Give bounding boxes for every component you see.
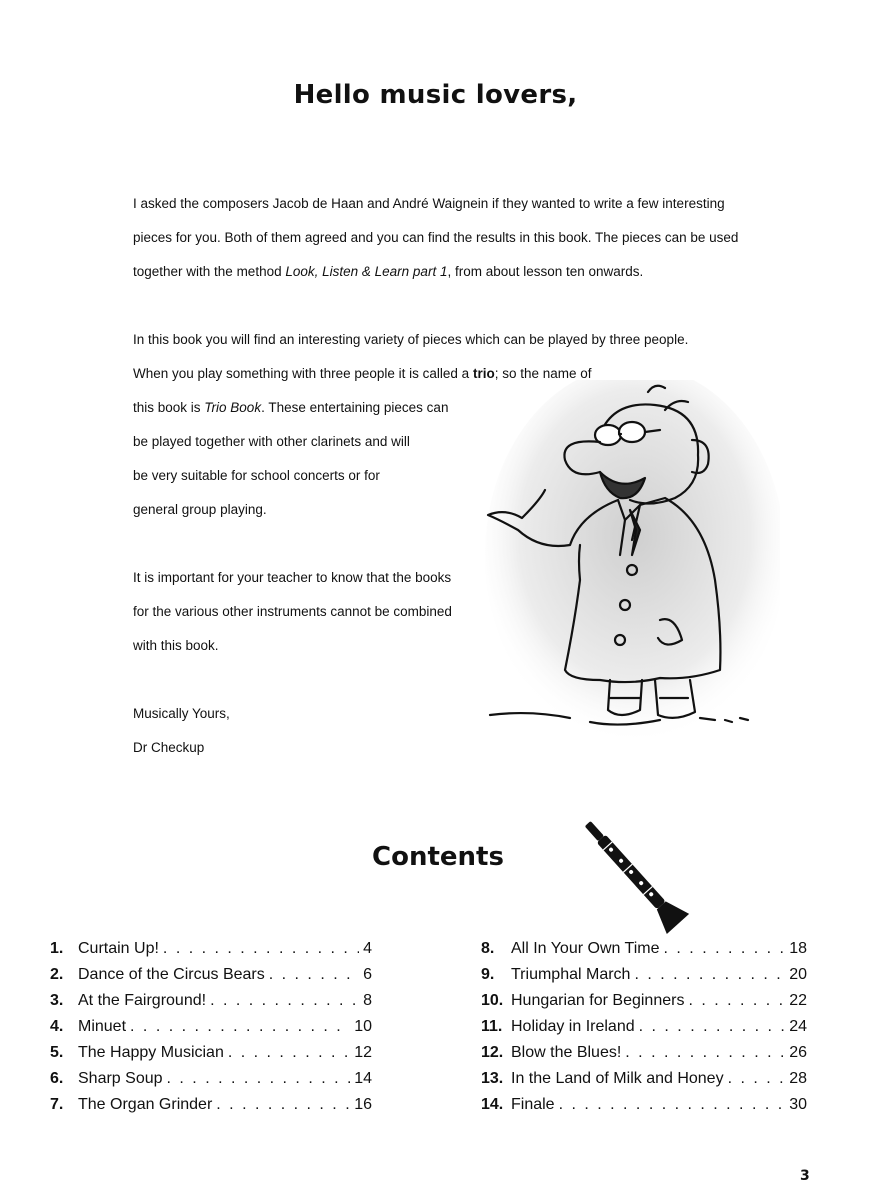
toc-leader-dots <box>634 966 785 984</box>
toc-number: 12. <box>481 1044 504 1061</box>
dr-checkup-cartoon-icon <box>460 380 780 770</box>
toc-page-number: 24 <box>789 1018 807 1035</box>
toc-leader-dots <box>228 1044 350 1062</box>
toc-leader-dots <box>167 1070 351 1088</box>
toc-title: Finale <box>511 1096 555 1113</box>
toc-leader-dots <box>625 1044 785 1062</box>
toc-title: All In Your Own Time <box>511 940 660 957</box>
toc-title: In the Land of Milk and Honey <box>511 1070 724 1087</box>
intro-p2-line-3: this book is Trio Book. These entertaining pieces can <box>133 400 449 415</box>
toc-title: Blow the Blues! <box>511 1044 622 1061</box>
intro-p2-line-1: In this book you will find an interesting variety of pieces which can be played by three people. <box>133 332 689 347</box>
toc-entry[interactable] <box>481 992 807 1014</box>
toc-entry[interactable] <box>50 940 372 962</box>
toc-number: 3. <box>50 992 64 1009</box>
toc-number: 6. <box>50 1070 64 1087</box>
toc-page-number: 22 <box>789 992 807 1009</box>
intro-p2-line-5: be very suitable for school concerts or for <box>133 468 380 483</box>
toc-number: 7. <box>50 1096 64 1113</box>
intro-p2-line-6: general group playing. <box>133 502 267 517</box>
toc-number: 8. <box>481 940 495 957</box>
toc-number: 11. <box>481 1018 503 1035</box>
toc-page-number: 14 <box>354 1070 372 1087</box>
toc-number: 5. <box>50 1044 64 1061</box>
toc-title: Minuet <box>78 1018 127 1035</box>
toc-page-number: 20 <box>789 966 807 983</box>
toc-leader-dots <box>269 966 359 984</box>
toc-page-number: 18 <box>789 940 807 957</box>
intro-p1-line-1: I asked the composers Jacob de Haan and André Waignein if they wanted to write a few interesting <box>133 196 725 211</box>
toc-number: 13. <box>481 1070 504 1087</box>
toc-title: The Organ Grinder <box>78 1096 213 1113</box>
toc-title: Sharp Soup <box>78 1070 163 1087</box>
toc-leader-dots <box>728 1070 786 1088</box>
toc-leader-dots <box>664 940 786 958</box>
intro-p3-line-1: It is important for your teacher to know that the books <box>133 570 452 585</box>
page-title: Hello music lovers, <box>293 80 578 110</box>
toc-page-number: 6 <box>363 966 372 983</box>
toc-entry[interactable] <box>481 1044 807 1066</box>
toc-entry[interactable] <box>50 1018 372 1040</box>
toc-page-number: 16 <box>354 1096 372 1113</box>
clarinet-icon <box>568 818 698 936</box>
toc-entry[interactable] <box>481 1018 807 1040</box>
toc-right-column <box>481 940 807 1120</box>
toc-title: The Happy Musician <box>78 1044 224 1061</box>
toc-entry[interactable] <box>50 1044 372 1066</box>
toc-leader-dots <box>639 1018 786 1036</box>
toc-entry[interactable] <box>50 1070 372 1092</box>
intro-p3-line-3: with this book. <box>133 638 219 653</box>
toc-title: Hungarian for Beginners <box>511 992 685 1009</box>
toc-page-number: 8 <box>363 992 372 1009</box>
toc-leader-dots <box>216 1096 350 1114</box>
intro-p1-line-3: together with the method Look, Listen & Learn part 1, from about lesson ten onwards. <box>133 264 644 279</box>
toc-title: Curtain Up! <box>78 940 159 957</box>
toc-leader-dots <box>210 992 359 1010</box>
toc-page-number: 10 <box>354 1018 372 1035</box>
signoff-name: Dr Checkup <box>133 740 205 755</box>
toc-number: 10. <box>481 992 504 1009</box>
toc-entry[interactable] <box>481 940 807 962</box>
toc-page-number: 30 <box>789 1096 807 1113</box>
toc-entry[interactable] <box>481 1096 807 1118</box>
intro-p2-line-2: When you play something with three people it is called a trio; so the name of <box>133 366 592 381</box>
toc-leader-dots <box>559 1096 786 1114</box>
toc-title: Triumphal March <box>511 966 631 983</box>
toc-leader-dots <box>130 1018 350 1036</box>
intro-p3-line-2: for the various other instruments cannot be combined <box>133 604 452 619</box>
toc-entry[interactable] <box>481 1070 807 1092</box>
signoff-line-1: Musically Yours, <box>133 706 230 721</box>
toc-page-number: 28 <box>789 1070 807 1087</box>
toc-page-number: 4 <box>363 940 372 957</box>
toc-entry[interactable] <box>50 992 372 1014</box>
toc-leader-dots <box>163 940 359 958</box>
contents-title: Contents <box>372 842 504 872</box>
intro-p2-line-4: be played together with other clarinets and will <box>133 434 410 449</box>
toc-number: 4. <box>50 1018 64 1035</box>
toc-entry[interactable] <box>481 966 807 988</box>
toc-number: 2. <box>50 966 64 983</box>
toc-page-number: 12 <box>354 1044 372 1061</box>
intro-p1-line-2: pieces for you. Both of them agreed and you can find the results in this book. The pieces can be used <box>133 230 739 245</box>
toc-leader-dots <box>688 992 785 1010</box>
toc-title: Dance of the Circus Bears <box>78 966 265 983</box>
toc-left-column <box>50 940 372 1120</box>
toc-page-number: 26 <box>789 1044 807 1061</box>
toc-entry[interactable] <box>50 966 372 988</box>
toc-number: 9. <box>481 966 495 983</box>
toc-title: Holiday in Ireland <box>511 1018 635 1035</box>
toc-number: 1. <box>50 940 64 957</box>
toc-number: 14. <box>481 1096 504 1113</box>
toc-entry[interactable] <box>50 1096 372 1118</box>
page-number: 3 <box>800 1168 810 1184</box>
toc-title: At the Fairground! <box>78 992 207 1009</box>
